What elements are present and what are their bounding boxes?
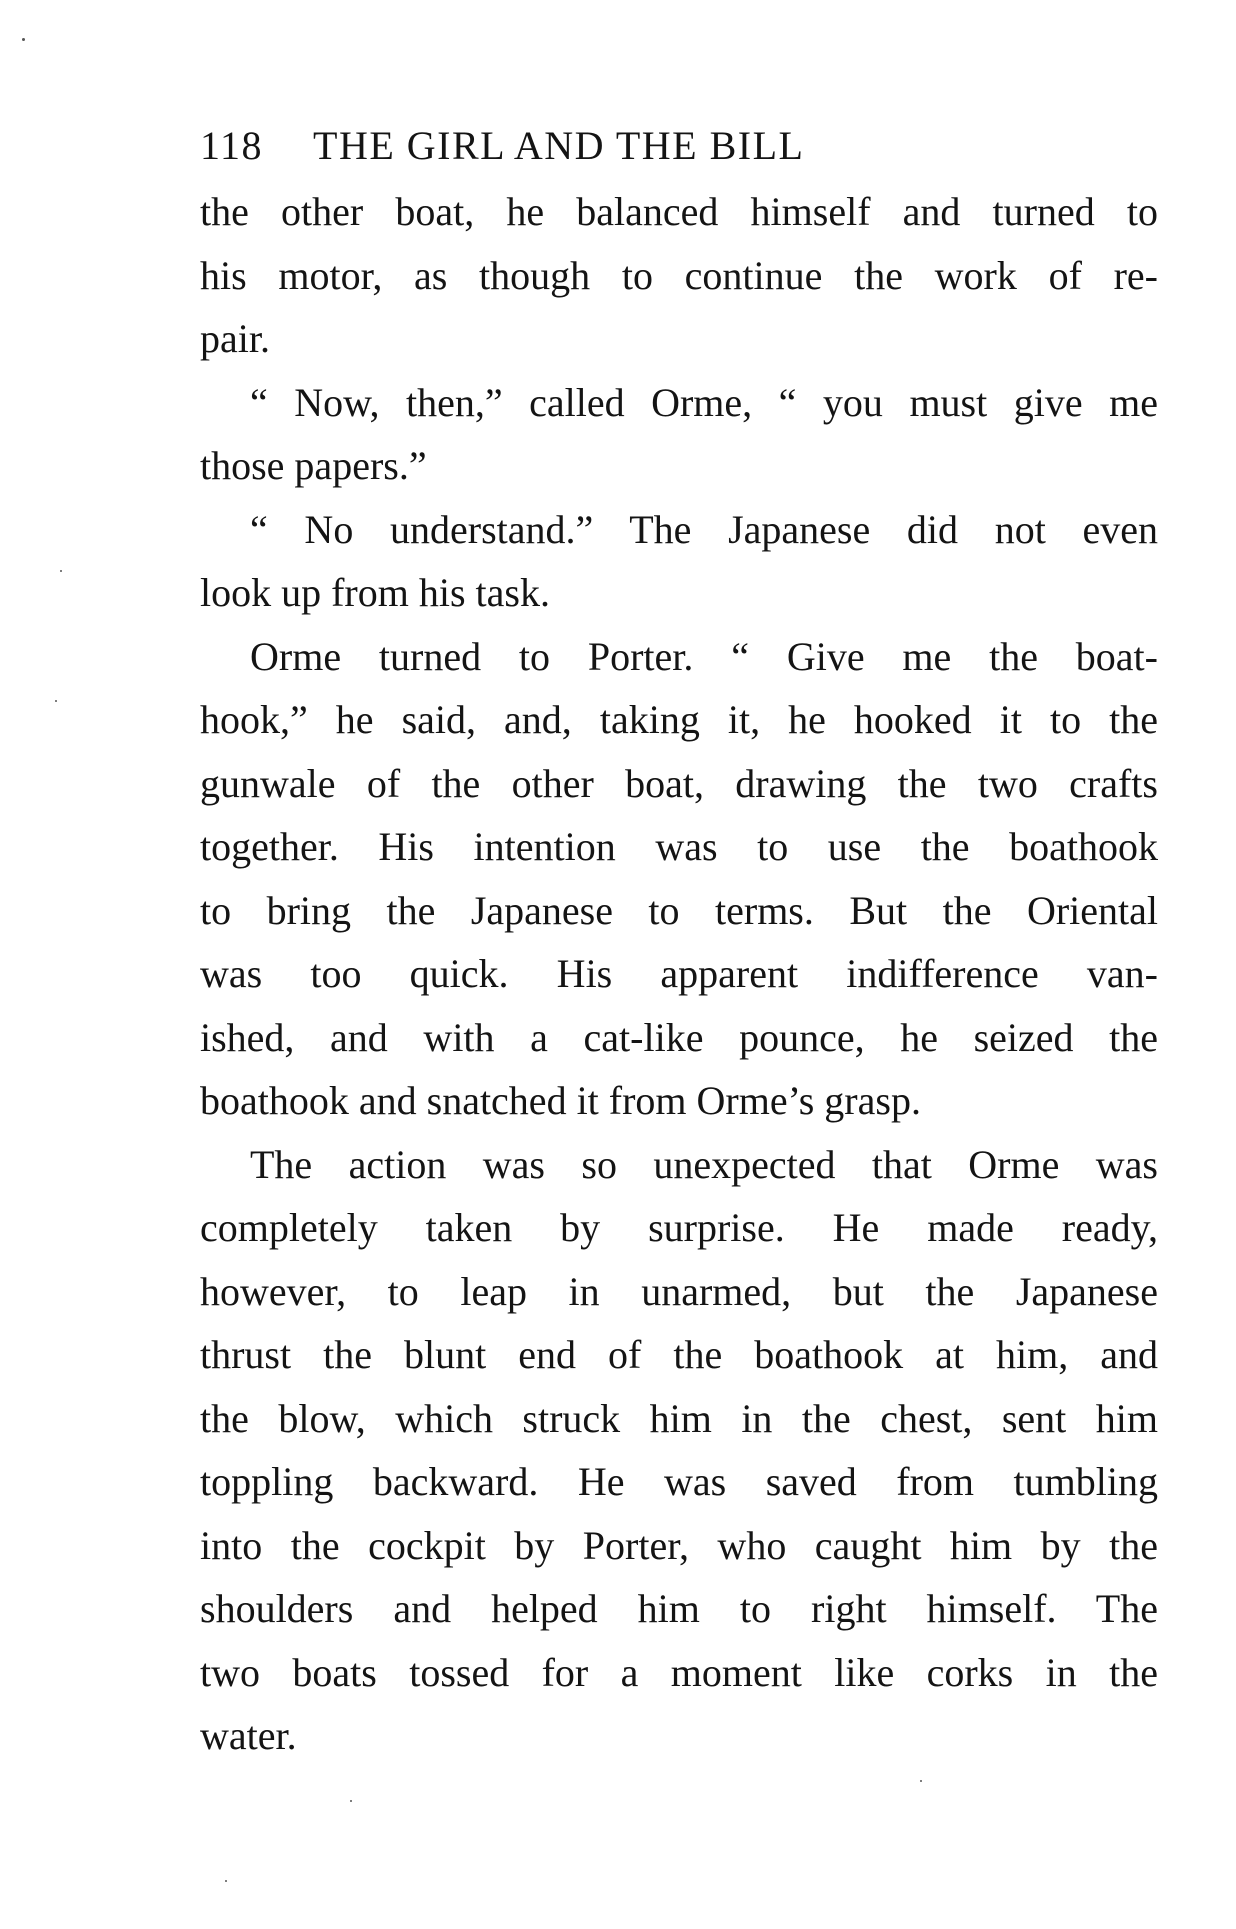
text-line: the other boat, he balanced himself and turned to	[200, 189, 1158, 234]
page-speck	[920, 1780, 922, 1782]
page-speck	[350, 1800, 352, 1802]
paragraph	[200, 625, 1158, 1133]
running-head	[200, 120, 1158, 172]
text-line: toppling backward. He was saved from tumbling	[200, 1459, 1158, 1504]
running-title: THE GIRL AND THE BILL	[313, 123, 805, 168]
text-line: the blow, which struck him in the chest, sent him	[200, 1395, 1158, 1441]
page-speck	[225, 1880, 227, 1882]
text-line: gunwale of the other boat, drawing the two crafts	[200, 760, 1158, 806]
paragraph	[200, 180, 1158, 371]
text-line: into the cockpit by Porter, who caught him by the	[200, 1522, 1158, 1568]
text-line: Orme turned to Porter. “ Give me the boat-	[250, 633, 1158, 679]
text-line: boathook and snatched it from Orme’s grasp.	[200, 1078, 921, 1123]
text-line: two boats tossed for a moment like corks in the	[200, 1649, 1158, 1695]
text-line: his motor, as though to continue the work of re-	[200, 252, 1158, 298]
text-line: however, to leap in unarmed, but the Japanese	[200, 1268, 1158, 1314]
text-line: look up from his task.	[200, 570, 550, 615]
text-line: pair.	[200, 316, 270, 361]
text-line: water.	[200, 1713, 297, 1758]
paragraph	[200, 1133, 1158, 1768]
text-line: thrust the blunt end of the boathook at him, and	[200, 1332, 1158, 1377]
book-page	[200, 120, 1158, 1768]
page-speck	[22, 38, 25, 41]
text-line: “ Now, then,” called Orme, “ you must give me	[250, 379, 1158, 425]
body-text	[200, 180, 1158, 1768]
text-line: to bring the Japanese to terms. But the Oriental	[200, 887, 1158, 933]
page-speck	[60, 570, 62, 572]
text-line: shoulders and helped him to right himself. The	[200, 1586, 1158, 1631]
text-line: ished, and with a cat-like pounce, he seized the	[200, 1014, 1158, 1060]
text-line: was too quick. His apparent indifference van-	[200, 951, 1158, 996]
text-line: “ No understand.” The Japanese did not even	[250, 506, 1158, 552]
text-line: hook,” he said, and, taking it, he hooked it to the	[200, 697, 1158, 742]
text-line: those papers.”	[200, 443, 427, 488]
text-line: The action was so unexpected that Orme was	[250, 1141, 1158, 1187]
text-line: together. His intention was to use the boathook	[200, 824, 1158, 869]
text-line: completely taken by surprise. He made ready,	[200, 1205, 1158, 1250]
page-speck	[55, 700, 57, 702]
paragraph	[200, 498, 1158, 625]
paragraph	[200, 371, 1158, 498]
page-number: 118	[200, 123, 264, 168]
